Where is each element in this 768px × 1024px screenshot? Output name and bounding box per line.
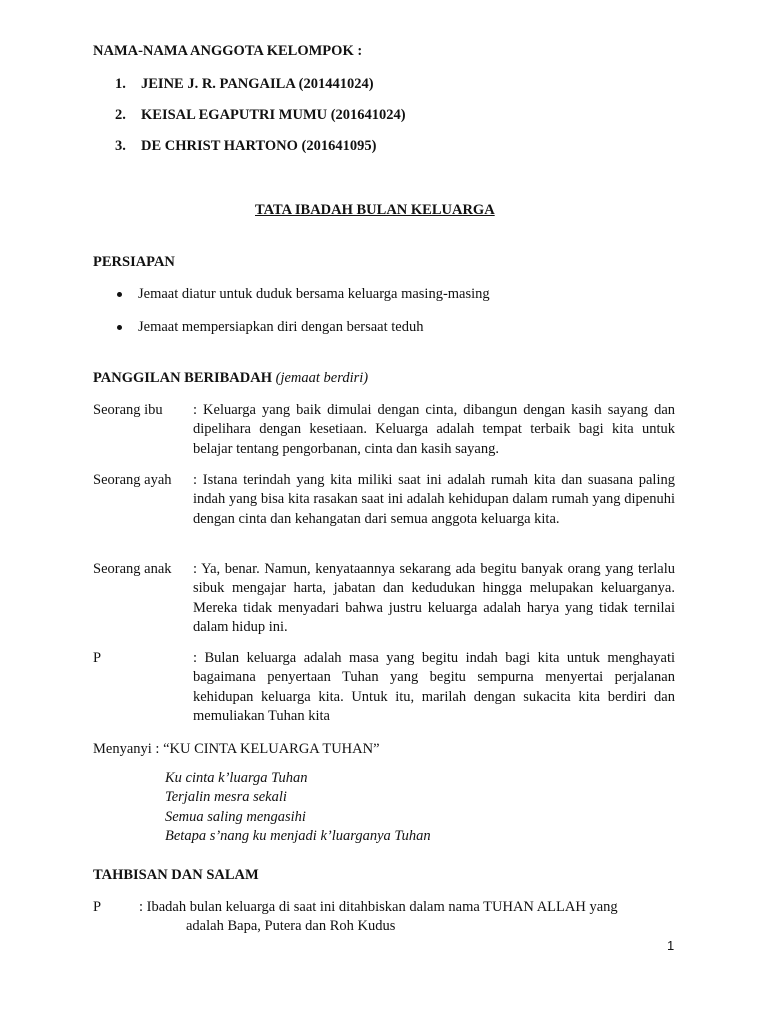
- panggilan-note: (jemaat berdiri): [275, 370, 369, 386]
- document-title: TATA IBADAH BULAN KELUARGA: [255, 202, 495, 218]
- panggilan-heading-row: [93, 369, 368, 388]
- speaker-text: : Ya, benar. Namun, kenyataannya sekarang ada begitu banyak orang yang terlalu sibuk mengajar harta, jabatan dan kedudukan hingga melupakan keluarganya. Mereka tidak menyadari bahwa justru keluarga adalah harya yang tidak ternilai dalam hidup ini.: [193, 561, 675, 636]
- speaker-text: : Bulan keluarga adalah masa yang begitu indah bagi kita untuk menghayati bagaimana penyertaan Tuhan yang begitu sempurna menyertai perjalanan kehidupan keluarga kita. Untuk itu, marilah dengan sukacita kita berdiri dan memuliakan Tuhan kita: [193, 650, 675, 725]
- lyric-line: Ku cinta k’luarga Tuhan: [165, 770, 308, 786]
- member-number: 1.: [115, 76, 126, 92]
- speaker-label: P: [93, 899, 102, 915]
- member-number: 3.: [115, 138, 126, 154]
- speaker-label: P: [93, 650, 102, 666]
- speaker-label: Seorang ayah: [93, 472, 172, 488]
- panggilan-heading: PANGGILAN BERIBADAH: [93, 370, 272, 386]
- members-heading: NAMA-NAMA ANGGOTA KELOMPOK :: [93, 43, 363, 59]
- speaker-text: : Ibadah bulan keluarga di saat ini ditahbiskan dalam nama TUHAN ALLAH yang: [139, 899, 618, 915]
- bullet-item: Jemaat mempersiapkan diri dengan bersaat teduh: [138, 319, 424, 335]
- lyric-line: Betapa s’nang ku menjadi k’luarganya Tuhan: [165, 828, 431, 844]
- page-number: 1: [667, 938, 675, 953]
- speaker-text: : Istana terindah yang kita miliki saat ini adalah rumah kita dan suasana paling indah yang bisa kita rasakan saat ini adalah kehidupan dalam rumah yang dipenuhi dengan cinta dan kehangatan dari semua anggota keluarga kita.: [193, 472, 675, 527]
- bullet-icon: [117, 325, 122, 330]
- speaker-text-continued: adalah Bapa, Putera dan Roh Kudus: [186, 918, 396, 934]
- bullet-item: Jemaat diatur untuk duduk bersama keluarga masing-masing: [138, 286, 490, 302]
- member-number: 2.: [115, 107, 126, 123]
- lyric-line: Terjalin mesra sekali: [165, 789, 287, 805]
- song-label: Menyanyi : “KU CINTA KELUARGA TUHAN”: [93, 741, 380, 757]
- member-item: KEISAL EGAPUTRI MUMU (201641024): [141, 107, 406, 123]
- speaker-label: Seorang ibu: [93, 402, 163, 418]
- persiapan-heading: PERSIAPAN: [93, 254, 175, 270]
- speaker-text: : Keluarga yang baik dimulai dengan cinta, dibangun dengan kasih sayang dan dipelihara dengan kesetiaan. Keluarga adalah tempat terbaik bagi kita untuk belajar tentang pengorbanan, cinta dan kasih sayang.: [193, 402, 675, 457]
- bullet-icon: [117, 292, 122, 297]
- member-item: DE CHRIST HARTONO (201641095): [141, 138, 377, 154]
- tahbisan-heading: TAHBISAN DAN SALAM: [93, 867, 259, 883]
- lyric-line: Semua saling mengasihi: [165, 809, 306, 825]
- speaker-label: Seorang anak: [93, 561, 172, 577]
- member-item: JEINE J. R. PANGAILA (201441024): [141, 76, 374, 92]
